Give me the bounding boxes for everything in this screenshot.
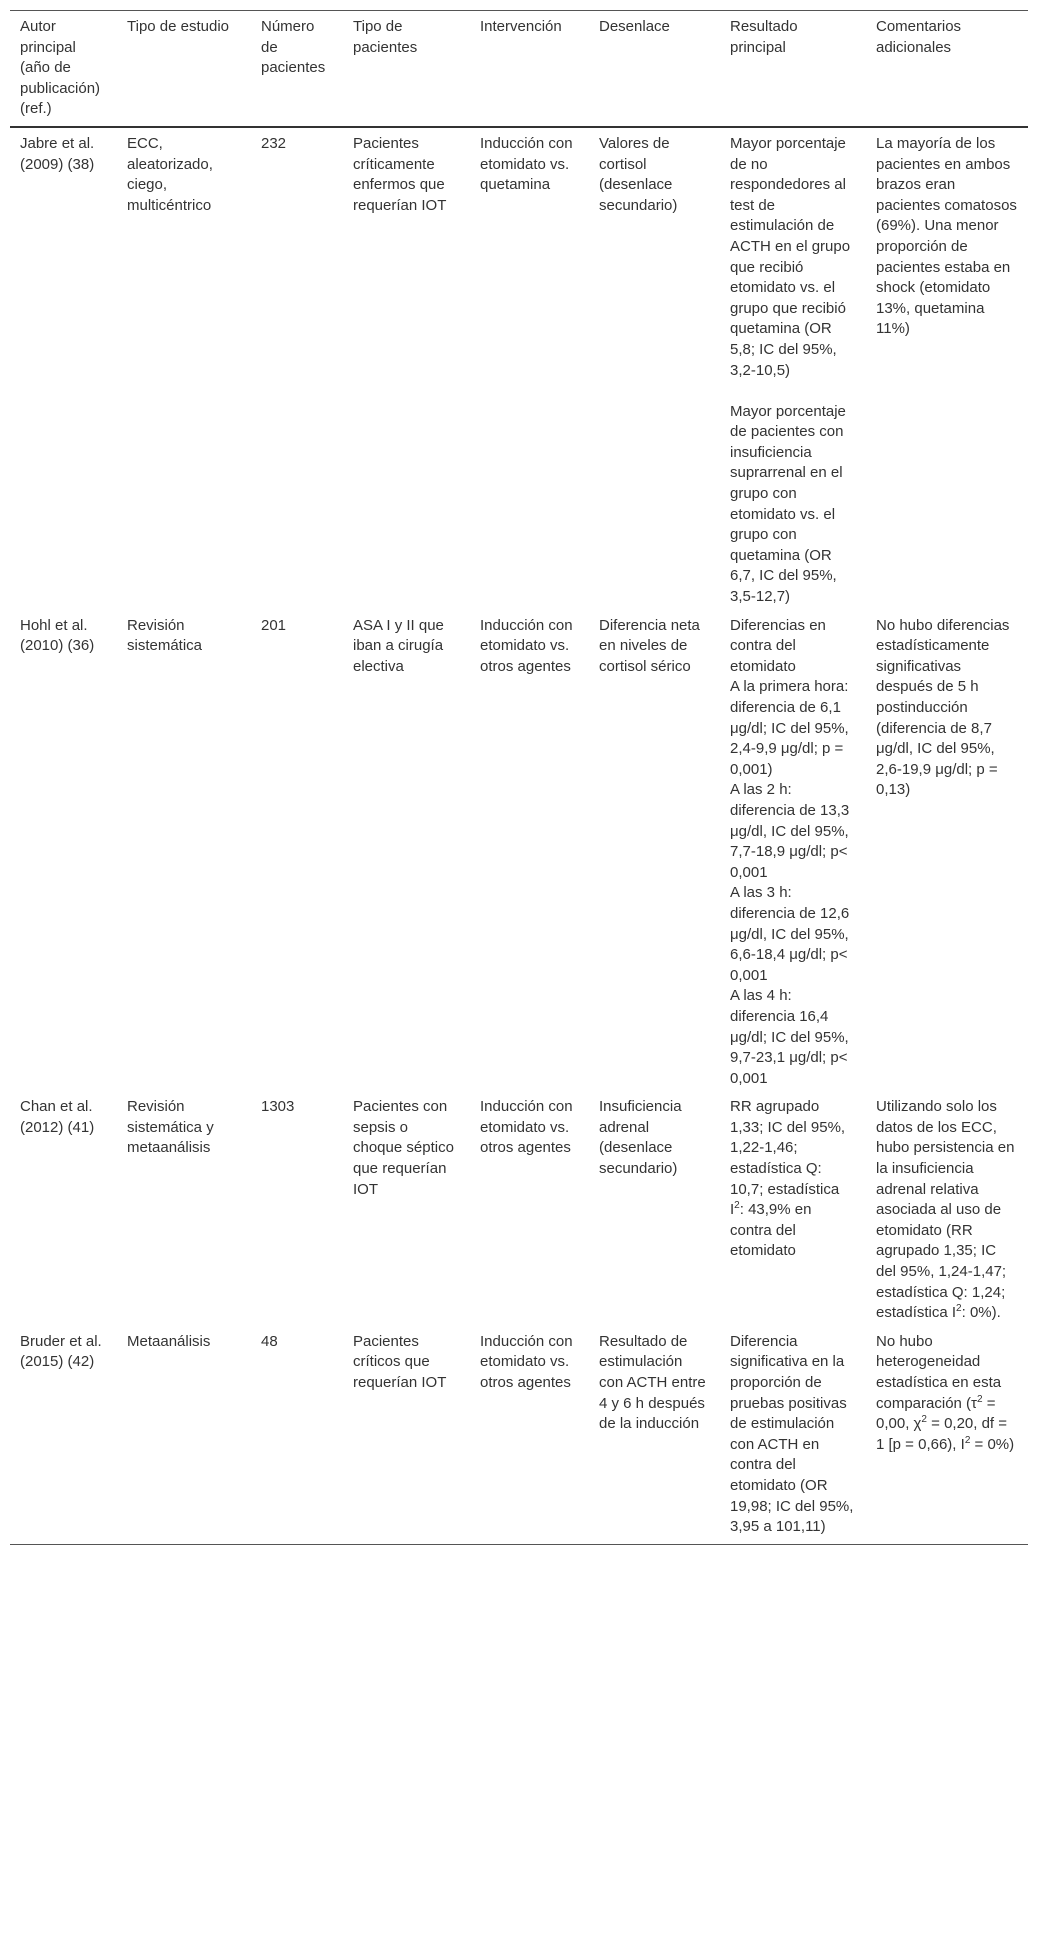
table-row — [10, 1326, 1028, 1544]
result-paragraph: Mayor porcentaje de no respondedores al test de estimulación de ACTH en el grupo que recibió etomidato vs. el grupo que recibió quetamina (OR 5,8; IC del 95%, 3,2-10,5) — [730, 134, 851, 379]
header-patient-count: Número de pacientes — [261, 18, 326, 77]
cell-patient-count: 201 — [261, 616, 287, 634]
cell-intervention: Inducción con etomidato vs. otros agentes — [480, 1332, 573, 1391]
cell-outcome: Insuficiencia adrenal (desenlace secundario) — [599, 1098, 682, 1178]
comment-text: No hubo heterogeneidad estadística en esta comparación (τ — [876, 1332, 1002, 1412]
result-line: A las 3 h: diferencia de 12,6 μg/dl, IC del 95%, 6,6-18,4 μg/dl; p< 0,001 — [730, 884, 850, 984]
header-author: Autor principal (año de publicación) (ref.) — [20, 18, 101, 118]
header-intervention: Intervención — [480, 18, 562, 35]
cell-intervention: Inducción con etomidato vs. otros agentes — [480, 616, 573, 675]
result-text: : 43,9% en contra del etomidato — [730, 1201, 812, 1260]
header-comments: Comentarios adicionales — [876, 18, 962, 56]
cell-outcome: Resultado de estimulación con ACTH entre 4 y 6 h después de la inducción — [599, 1332, 706, 1433]
superscript: 2 — [734, 1200, 740, 1212]
cell-author: Chan et al. (2012) (41) — [20, 1098, 95, 1136]
superscript: 2 — [964, 1434, 971, 1446]
cell-study-type: ECC, aleatorizado, ciego, multicéntrico — [127, 134, 213, 214]
header-row — [10, 11, 1028, 127]
cell-main-result — [720, 1091, 866, 1326]
header-outcome: Desenlace — [599, 18, 670, 35]
cell-author: Bruder et al. (2015) (42) — [20, 1332, 102, 1371]
table-header — [10, 11, 1028, 127]
comment-text: = 0,00, χ — [876, 1394, 996, 1433]
comment-text: Utilizando solo los datos de los ECC, hubo persistencia en la insuficiencia adrenal relativa asociada al uso de etomidato (RR agrupado 1,35; IC del 95%, 1,24-1,47; estadística Q: 1,24; estadística I — [876, 1098, 1015, 1322]
cell-main-result — [720, 610, 866, 1092]
cell-comments — [866, 1091, 1028, 1326]
cell-intervention: Inducción con etomidato vs. otros agentes — [480, 1098, 573, 1157]
superscript: 2 — [921, 1414, 927, 1426]
table-row — [10, 127, 1028, 610]
superscript: 2 — [956, 1303, 962, 1315]
comment-text: : 0%). — [961, 1304, 1001, 1322]
cell-patient-type: Pacientes con sepsis o choque séptico que requerían IOT — [353, 1098, 454, 1198]
cell-patient-count: 1303 — [261, 1098, 295, 1116]
result-line: Diferencias en contra del etomidato — [730, 616, 826, 675]
cell-outcome: Diferencia neta en niveles de cortisol sérico — [599, 616, 700, 675]
cell-study-type: Revisión sistemática — [127, 616, 203, 655]
cell-main-result — [720, 127, 866, 610]
cell-patient-type: Pacientes críticamente enfermos que requerían IOT — [353, 134, 447, 214]
cell-author: Hohl et al. (2010) (36) — [20, 616, 95, 655]
studies-table — [10, 10, 1028, 1545]
table-row — [10, 610, 1028, 1092]
cell-study-type: Metaanálisis — [127, 1332, 211, 1350]
cell-patient-type: Pacientes críticos que requerían IOT — [353, 1332, 447, 1391]
cell-intervention: Inducción con etomidato vs. quetamina — [480, 134, 573, 194]
result-line: A las 2 h: diferencia de 13,3 μg/dl, IC del 95%, 7,7-18,9 μg/dl; p< 0,001 — [730, 781, 850, 881]
header-main-result: Resultado principal — [730, 18, 798, 56]
cell-comments: La mayoría de los pacientes en ambos brazos eran pacientes comatosos (69%). Una menor proporción de pacientes estaba en shock (etomidato 13%, quetamina 11%) — [876, 134, 1017, 338]
header-study-type: Tipo de estudio — [127, 18, 230, 35]
cell-comments — [866, 1326, 1028, 1544]
cell-patient-type: ASA I y II que iban a cirugía electiva — [353, 616, 444, 675]
header-patient-type: Tipo de pacientes — [353, 18, 418, 56]
result-line: A la primera hora: diferencia de 6,1 μg/dl; IC del 95%, 2,4-9,9 μg/dl; p = 0,001) — [730, 678, 849, 778]
superscript: 2 — [976, 1393, 983, 1405]
cell-outcome: Valores de cortisol (desenlace secundario) — [599, 134, 678, 214]
cell-main-result: Diferencia significativa en la proporción de pruebas positivas de estimulación con ACTH en contra del etomidato (OR 19,98; IC del 95%, 3,95 a 101,11) — [730, 1332, 854, 1536]
cell-patient-count: 232 — [261, 134, 287, 152]
cell-patient-count: 48 — [261, 1332, 278, 1350]
cell-author: Jabre et al. (2009) (38) — [20, 134, 95, 173]
result-text: RR agrupado 1,33; IC del 95%, 1,22-1,46; estadística Q: 10,7; estadística I — [730, 1098, 846, 1219]
cell-study-type: Revisión sistemática y metaanálisis — [127, 1098, 214, 1157]
comment-text: = 0,20, df = 1 [p = 0,66), I — [876, 1415, 1008, 1453]
result-paragraph: Mayor porcentaje de pacientes con insuficiencia suprarrenal en el grupo con etomidato vs. el grupo con quetamina (OR 6,7, IC del 95%, 3,5-12,7) — [730, 402, 846, 606]
result-line: A las 4 h: diferencia 16,4 μg/dl; IC del 95%, 9,7-23,1 μg/dl; p< 0,001 — [730, 987, 849, 1087]
cell-comments: No hubo diferencias estadísticamente significativas después de 5 h postinducción (diferencia de 8,7 μg/dl, IC del 95%, 2,6-19,9 μg/dl; p = 0,13) — [876, 616, 1010, 799]
comment-text: = 0%) — [970, 1435, 1015, 1453]
paragraph-gap — [730, 381, 856, 402]
table-row — [10, 1091, 1028, 1326]
